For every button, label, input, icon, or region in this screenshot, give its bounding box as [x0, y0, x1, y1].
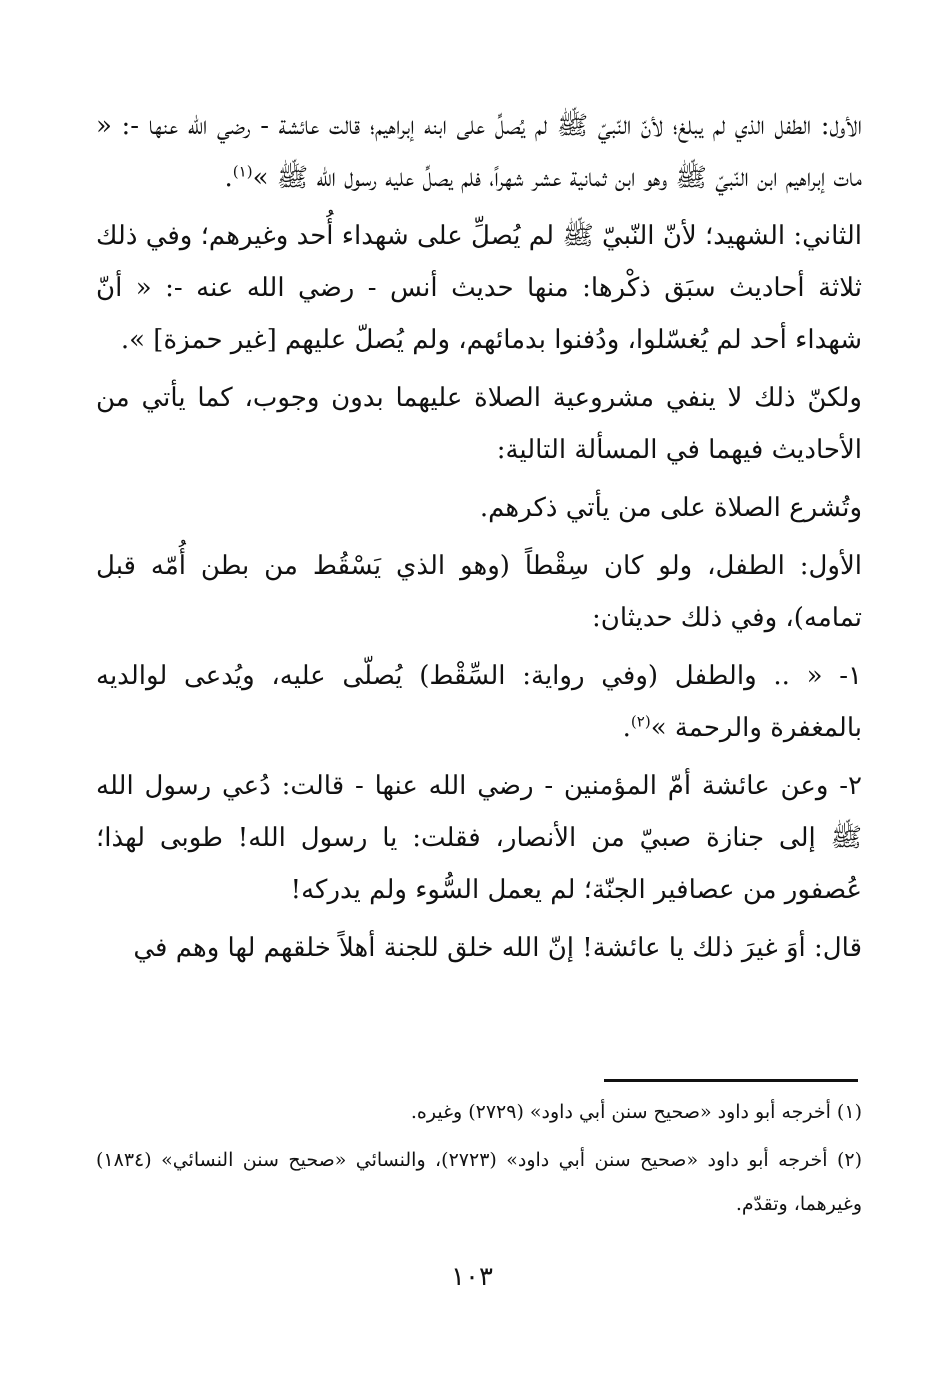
paragraph-1 — [96, 100, 862, 204]
paragraph-1-end: . — [224, 163, 233, 193]
page-body — [96, 100, 862, 980]
paragraph-7: ٢- وعن عائشة أمّ المؤمنين - رضي الله عنها - قالت: دُعي رسول الله ﷺ إلى جنازة صبيّ من الأنصار، فقلت: يا رسول الله! طوبى لهذا؛ عُصفور من عصافير الجنّة؛ لم يعمل السُّوء ولم يدركه! — [96, 771, 862, 905]
footnotes — [96, 1090, 862, 1230]
paragraph-6 — [96, 650, 862, 754]
footnote-divider — [604, 1079, 858, 1082]
footnote-2: (٢) أخرجه أبو داود «صحيح سنن أبي داود» (٢٧٢٣)، والنسائي «صحيح سنن النسائي» (١٨٣٤) وغيرهما، وتقدّم. — [96, 1149, 862, 1215]
paragraph-5: الأول: الطفل، ولو كان سِقْطاً (وهو الذي يَسْقُط من بطن أُمّه قبل تمامه)، وفي ذلك حديثان: — [96, 551, 862, 633]
page-number: ١٠٣ — [451, 1262, 493, 1292]
footnote-1: (١) أخرجه أبو داود «صحيح سنن أبي داود» (٢٧٢٩) وغيره. — [410, 1101, 862, 1123]
paragraph-6-text: ١- « .. والطفل (وفي رواية: السِّقْط) يُصلّى عليه، ويُدعى لوالديه بالمغفرة والرحمة » — [96, 661, 862, 743]
paragraph-4: وتُشرع الصلاة على من يأتي ذكرهم. — [479, 493, 862, 523]
footnote-ref-1[interactable]: (١) — [232, 162, 253, 181]
paragraph-6-end: . — [622, 713, 631, 743]
footnote-ref-2[interactable]: (٢) — [630, 712, 651, 731]
paragraph-3: ولكنّ ذلك لا ينفي مشروعية الصلاة عليهما بدون وجوب، كما يأتي من الأحاديث فيهما في المسألة التالية: — [96, 383, 862, 465]
paragraph-8: قال: أوَ غيرَ ذلك يا عائشة! إنّ الله خلق للجنة أهلاً خلقهم لها وهم في — [133, 933, 862, 963]
paragraph-2: الثاني: الشهيد؛ لأنّ النّبيّ ﷺ لم يُصلِّ على شهداء أُحد وغيرهم؛ وفي ذلك ثلاثة أحاديث سبَق ذكْرها: منها حديث أنس - رضي الله عنه -: « أنّ شهداء أحد لم يُغسّلوا، ودُفنوا بدمائهم، ولم يُصلّ عليهم [غير حمزة] ». — [96, 221, 862, 355]
paragraph-1-text: الأول: الطفل الذي لم يبلغ؛ لأنّ النّبيّ ﷺ لم يُصلِّ على ابنه إبراهيم؛ قالت عائشة - رضي الله عنها -: « مات إبراهيم ابن النّبيّ ﷺ وهو ابن ثمانية عشر شهراً، فلم يصلِّ عليه رسول الله ﷺ » — [96, 111, 862, 193]
